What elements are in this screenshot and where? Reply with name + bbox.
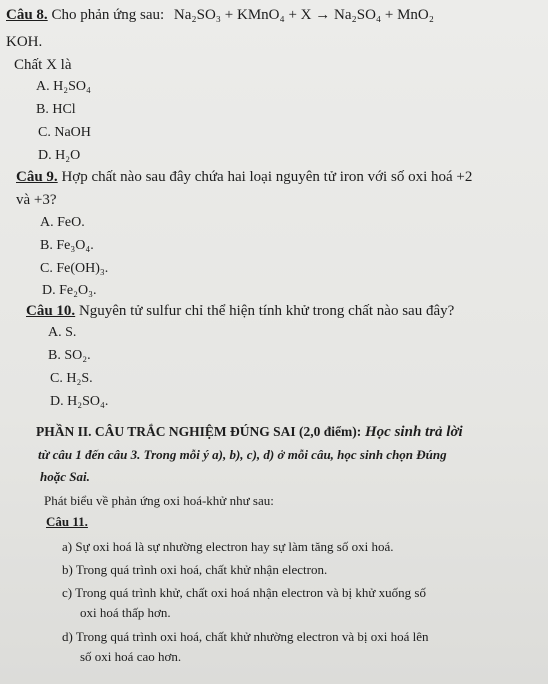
question-9-text: Hợp chất nào sau đây chứa hai loại nguyên tử iron với số oxi hoá +2 (61, 169, 473, 185)
q10-option-d: D. H₂SO₄. (50, 394, 109, 409)
q9-option-b: B. Fe₃O₄. (40, 238, 94, 253)
q8-option-c: C. NaOH (38, 125, 91, 140)
statement-b: b) Trong quá trình oxi hoá, chất khử nhận electron. (62, 562, 328, 577)
statement-d-cont: số oxi hoá cao hơn. (80, 649, 182, 664)
q8-option-b: B. HCl (36, 102, 76, 117)
q9-option-c: C. Fe(OH)₃. (40, 261, 109, 276)
question-10-label: Câu 10. (26, 303, 76, 319)
q10-option-c: C. H₂S. (50, 371, 93, 386)
question-8-equation: Na₂SO₃ + KMnO₄ + X → Na₂SO₄ + MnO₂ (173, 7, 434, 23)
question-8-text: Cho phản ứng sau: (51, 7, 165, 23)
q8-option-a: A. H₂SO₄ (36, 79, 91, 94)
question-11-label: Câu 11. (46, 514, 88, 529)
part-2-heading-tail: Học sinh trả lời (365, 424, 463, 440)
question-10-line (26, 302, 454, 320)
question-8-prompt: Chất X là (14, 57, 72, 73)
question-8-cont: KOH. (6, 34, 43, 50)
q9-option-a: A. FeO. (40, 215, 85, 230)
q9-option-d: D. Fe₂O₃. (42, 283, 97, 298)
part-2-heading (36, 423, 463, 441)
statement-a: a) Sự oxi hoá là sự nhường electron hay sự làm tăng số oxi hoá. (62, 539, 394, 554)
statement-intro: Phát biểu về phản ứng oxi hoá-khử như sau: (44, 493, 274, 508)
q10-option-a: A. S. (48, 325, 77, 340)
part-2-title: PHẦN II. CÂU TRẮC NGHIỆM ĐÚNG SAI (2,0 điểm): (36, 424, 362, 439)
statement-d: d) Trong quá trình oxi hoá, chất khử nhường electron và bị oxi hoá lên (62, 629, 429, 644)
question-10-text: Nguyên tử sulfur chỉ thể hiện tính khử trong chất nào sau đây? (78, 303, 455, 319)
part-2-instructions-cont: hoặc Sai. (40, 469, 90, 484)
statement-c-cont: oxi hoá thấp hơn. (80, 605, 171, 620)
question-9-label: Câu 9. (16, 169, 58, 185)
question-8-label: Câu 8. (6, 7, 48, 23)
q8-option-d: D. H₂O (38, 148, 81, 163)
question-8-line (6, 6, 434, 24)
q10-option-b: B. SO₂. (48, 348, 91, 363)
statement-c: c) Trong quá trình khử, chất oxi hoá nhận electron và bị khử xuống số (62, 585, 426, 600)
question-9-cont: và +3? (16, 192, 57, 208)
part-2-instructions: từ câu 1 đến câu 3. Trong mỗi ý a), b), c), d) ở mỗi câu, học sinh chọn Đúng (38, 447, 447, 462)
question-9-line (16, 168, 472, 186)
